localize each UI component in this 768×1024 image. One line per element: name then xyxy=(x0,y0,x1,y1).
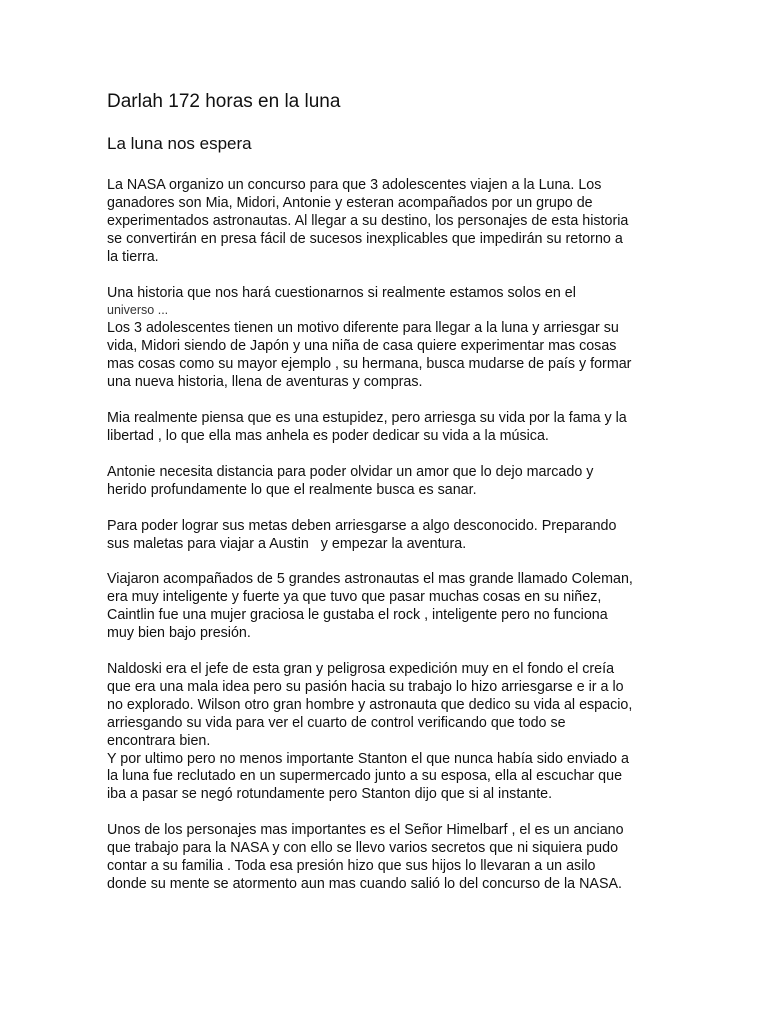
text-line: se convertirán en presa fácil de sucesos inexplicables que impedirán su retorno a xyxy=(107,230,623,247)
text-line: la luna fue reclutado en un supermercado junto a su esposa, ella al escuchar que xyxy=(107,768,623,785)
text-line: donde su mente se atormento aun mas cuando salió lo del concurso de la NASA. xyxy=(107,876,622,892)
document-title: Darlah 172 horas en la luna xyxy=(107,91,341,112)
text-line: La NASA organizo un concurso para que 3 adolescentes viajen a la Luna. Los xyxy=(107,177,602,193)
text-line: que trabajo para la NASA y con ello se llevo varios secretos que ni siquiera pudo xyxy=(107,840,619,857)
document-subtitle: La luna nos espera xyxy=(107,134,252,153)
paragraph-naldoski xyxy=(107,661,667,751)
text-line: contar a su familia . Toda esa presión hizo que sus hijos lo llevaran a un asilo xyxy=(107,858,596,875)
paragraph-question xyxy=(107,285,667,321)
paragraph-motives xyxy=(107,320,667,392)
text-line: era muy inteligente y fuerte ya que tuvo que pasar muchas cosas en su niñez, xyxy=(107,589,602,606)
text-line: encontrara bien. xyxy=(107,732,211,749)
text-line: no explorado. Wilson otro gran hombre y astronauta que dedico su vida al espacio, xyxy=(107,696,633,713)
paragraph-astronauts xyxy=(107,571,667,643)
text-line: iba a pasar se negó rotundamente pero Stanton dijo que si al instante. xyxy=(107,786,553,803)
text-line: herido profundamente lo que el realmente busca es sanar. xyxy=(107,481,477,498)
text-line: una nueva historia, llena de aventuras y compras. xyxy=(107,374,423,391)
text-line: Viajaron acompañados de 5 grandes astronautas el mas grande llamado Coleman, xyxy=(107,571,633,588)
paragraph-intro xyxy=(107,177,667,267)
text-line: Para poder lograr sus metas deben arriesgarse a algo desconocido. Preparando xyxy=(107,517,617,534)
text-line: ganadores son Mia, Midori, Antonie y esteran acompañados por un grupo de xyxy=(107,194,593,211)
text-line: Caintlin fue una mujer graciosa le gustaba el rock , inteligente pero no funciona xyxy=(107,607,608,624)
paragraph-mia xyxy=(107,410,667,446)
text-line: muy bien bajo presión. xyxy=(107,625,251,642)
text-line: libertad , lo que ella mas anhela es poder dedicar su vida a la música. xyxy=(107,427,549,444)
text-line: Naldoski era el jefe de esta gran y peligrosa expedición muy en el fondo el creía xyxy=(107,661,615,678)
text-line: la tierra. xyxy=(107,248,159,265)
text-line: experimentados astronautas. Al llegar a su destino, los personajes de esta historia xyxy=(107,212,629,229)
text-line: que era una mala idea pero su pasión hacia su trabajo lo hizo arriesgarse e ir a lo xyxy=(107,678,624,695)
text-line: Unos de los personajes mas importantes es el Señor Himelbarf , el es un anciano xyxy=(107,822,624,839)
paragraph-antonie xyxy=(107,464,667,500)
text-line: Los 3 adolescentes tienen un motivo diferente para llegar a la luna y arriesgar su xyxy=(107,320,619,337)
text-line: Y por ultimo pero no menos importante Stanton el que nunca había sido enviado a xyxy=(107,750,629,767)
text-line: sus maletas para viajar a Austin y empezar la aventura. xyxy=(107,535,467,552)
paragraph-himelbarf xyxy=(107,822,667,894)
paragraph-stanton xyxy=(107,751,667,805)
text-line: Antonie necesita distancia para poder olvidar un amor que lo dejo marcado y xyxy=(107,463,594,480)
paragraph-goals xyxy=(107,518,667,554)
text-line: Una historia que nos hará cuestionarnos si realmente estamos solos en el xyxy=(107,284,576,301)
text-line: vida, Midori siendo de Japón y una niña de casa quiere experimentar mas cosas xyxy=(107,338,617,355)
text-line: arriesgando su vida para ver el cuarto de control verificando que todo se xyxy=(107,714,566,731)
text-line: universo ... xyxy=(107,303,169,318)
text-line: Mia realmente piensa que es una estupidez, pero arriesga su vida por la fama y la xyxy=(107,409,627,426)
text-line: mas cosas como su mayor ejemplo , su hermana, busca mudarse de país y formar xyxy=(107,356,632,373)
document-content xyxy=(107,90,667,912)
